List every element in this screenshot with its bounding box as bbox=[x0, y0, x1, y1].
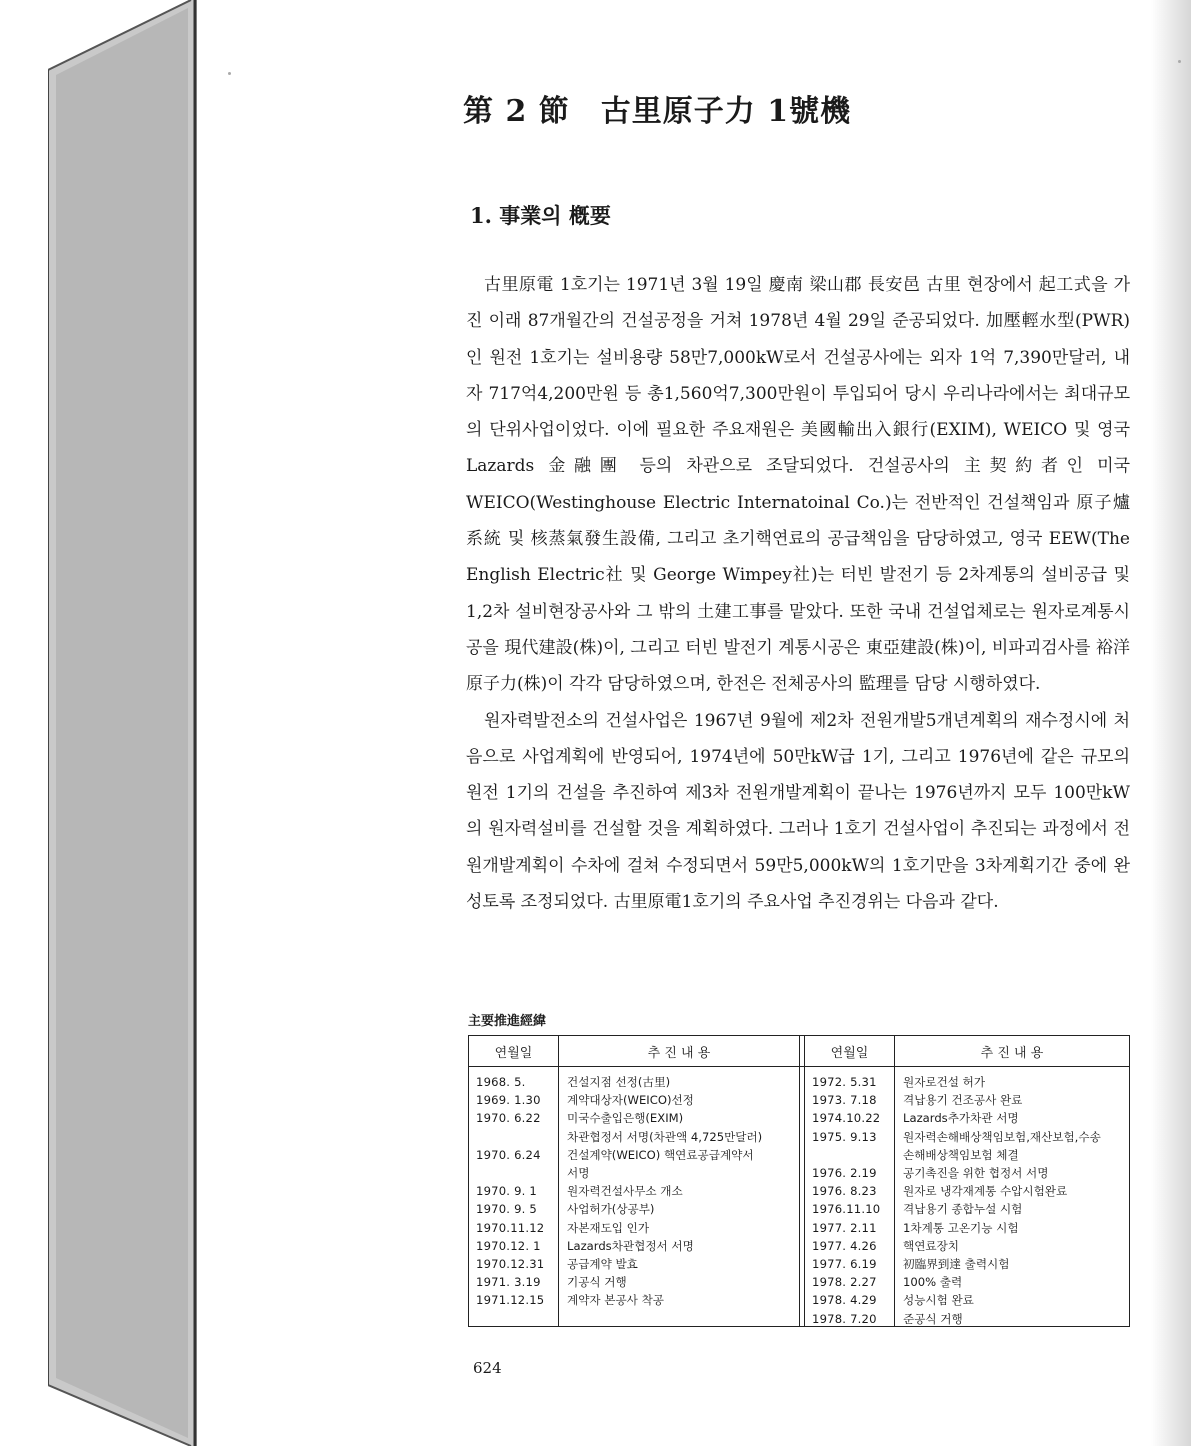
table-cell-date: 1977. 6.19 bbox=[812, 1257, 877, 1272]
table-cell-item: 100% 출력 bbox=[903, 1275, 963, 1290]
table-cell-date: 1976. 2.19 bbox=[812, 1166, 877, 1181]
table-cell-item: 원자로 냉각재계통 수압시험완료 bbox=[903, 1184, 1068, 1199]
table-cell-item: 원자력손해배상책임보험,재산보험,수송 bbox=[903, 1129, 1101, 1144]
paragraph-1: 古里原電 1호기는 1971년 3월 19일 慶南 梁山郡 長安邑 古里 현장에서 起工式을 가진 이래 87개월간의 건설공정을 거쳐 1978년 4월 29일 준공되었다. 加壓輕水型(PWR)인 원전 1호기는 설비용량 58만7,000kW로서 건설공사에는 외자 1억 7,390만달러, 내자 717억4,200만원 등 총1,560억7,300만원이 투입되어 당시 우리나라에서는 최대규모의 단위사업이었다. 이에 필요한 주요재원은 美國輸出入銀行(EXIM), WEICO 및 영국 Lazards 金融團 등의 차관으로 조달되었다. 건설공사의 主契約者인 미국 WEICO(Westinghouse Electric Internatoinal Co.)는 전반적인 건설책임과 原子爐系統 및 核蒸氣發生設備, 그리고 초기핵연료의 공급책임을 담당하였고, 영국 EEW(The English Electric社 및 George Wimpey社)는 터빈 발전기 등 2차계통의 설비공급 및 1,2차 설비현장공사와 그 밖의 土建工事를 맡았다. 또한 국내 건설업체로는 원자로계통시공을 現代建設(株)이, 그리고 터빈 발전기 계통시공은 東亞建設(株)이, 비파괴검사를 裕洋原子力(株)이 각각 담당하였으며, 한전은 전체공사의 監理를 담당 시행하였다. bbox=[466, 275, 1130, 695]
paragraph-2: 원자력발전소의 건설사업은 1967년 9월에 제2차 전원개발5개년계획의 재수정시에 처음으로 사업계획에 반영되어, 1974년에 50만kW급 1기, 그리고 1976년에 같은 규모의 원전 1기의 건설을 추진하여 제3차 전원개발계획이 끝나는 1976년까지 모두 100만kW의 원자력설비를 건설할 것을 계획하였다. 그러나 1호기 건설사업이 추진되는 과정에서 전원개발계획이 수차에 걸쳐 수정되면서 59만5,000kW의 1호기만을 3차계획기간 중에 완성토록 조정되었다. 古里原電1호기의 주요사업 추진경위는 다음과 같다. bbox=[466, 710, 1130, 913]
table-cell-date: 1970.12. 1 bbox=[476, 1238, 541, 1253]
table-cell-item: 성능시험 완료 bbox=[903, 1293, 974, 1308]
body-text bbox=[466, 267, 1130, 920]
table-cell-date bbox=[476, 1164, 558, 1182]
table-cell-item: 건설계약(WEICO) 핵연료공급계약서 bbox=[567, 1147, 754, 1162]
table-cell-item: 初臨界到達 출력시험 bbox=[903, 1257, 1010, 1272]
table-cell-date bbox=[812, 1146, 894, 1164]
table-cell-item: Lazards추가차관 서명 bbox=[903, 1111, 1019, 1126]
header-desc-left: 추 진 내 용 bbox=[647, 1045, 711, 1061]
table-cell-date: 1970. 6.24 bbox=[476, 1147, 541, 1162]
header-desc-right: 추 진 내 용 bbox=[980, 1045, 1044, 1061]
table-cell-date: 1970. 9. 1 bbox=[476, 1184, 537, 1199]
table-cell-date: 1968. 5. bbox=[476, 1075, 526, 1089]
table-body bbox=[469, 1067, 1129, 1327]
table-caption: 主要推進經緯 bbox=[468, 1014, 547, 1029]
scan-speck bbox=[1178, 60, 1181, 63]
table-cell-date bbox=[476, 1128, 558, 1146]
scan-speck bbox=[228, 72, 231, 75]
left-dates-column bbox=[469, 1067, 559, 1327]
table-cell-date: 1976.11.10 bbox=[812, 1202, 881, 1217]
table-cell-item: 사업허가(상공부) bbox=[567, 1202, 655, 1217]
right-dates-column bbox=[805, 1067, 895, 1327]
table-cell-item: 손해배상책임보험 체결 bbox=[903, 1147, 1019, 1162]
table-cell-date: 1969. 1.30 bbox=[476, 1093, 541, 1108]
table-cell-item: 원자력건설사무소 개소 bbox=[567, 1184, 683, 1199]
book-side-edge bbox=[48, 0, 198, 1446]
table-cell-item: 건설지점 선정(古里) bbox=[567, 1075, 671, 1089]
chronology-table bbox=[468, 1035, 1130, 1327]
left-items-column bbox=[559, 1067, 799, 1327]
table-cell-item: 격납용기 건조공사 완료 bbox=[903, 1093, 1023, 1108]
table-cell-date: 1972. 5.31 bbox=[812, 1075, 877, 1089]
table-cell-date: 1977. 4.26 bbox=[812, 1238, 877, 1253]
table-cell-date: 1970. 6.22 bbox=[476, 1111, 541, 1126]
book-edge-graphic bbox=[48, 0, 198, 1446]
section-title: 第 2 節 古里原子力 1號機 bbox=[463, 94, 852, 129]
table-cell-date: 1975. 9.13 bbox=[812, 1129, 877, 1144]
table-cell-item: 계약자 본공사 착공 bbox=[567, 1293, 664, 1308]
page-number: 624 bbox=[473, 1359, 502, 1377]
table-cell-item: 공급계약 발효 bbox=[567, 1257, 638, 1272]
header-date-right: 연월일 bbox=[805, 1036, 895, 1066]
table-cell-date: 1978. 4.29 bbox=[812, 1293, 877, 1308]
table-cell-item: Lazards차관협정서 서명 bbox=[567, 1238, 694, 1253]
header-date-left: 연월일 bbox=[469, 1036, 559, 1066]
table-cell-item: 원자로건설 허가 bbox=[903, 1075, 986, 1089]
table-cell-date: 1970. 9. 5 bbox=[476, 1202, 537, 1217]
table-cell-date: 1976. 8.23 bbox=[812, 1184, 877, 1199]
table-cell-item: 준공식 거행 bbox=[903, 1311, 963, 1326]
table-cell-date: 1971.12.15 bbox=[476, 1293, 545, 1308]
table-cell-date: 1977. 2.11 bbox=[812, 1220, 877, 1235]
table-cell-date: 1978. 2.27 bbox=[812, 1275, 877, 1290]
table-cell-date: 1970.11.12 bbox=[476, 1220, 545, 1235]
page-edge-shadow bbox=[1151, 0, 1191, 1446]
table-cell-item: 기공식 거행 bbox=[567, 1275, 627, 1290]
subsection-title: 1. 事業의 槪要 bbox=[470, 203, 611, 228]
right-items-column bbox=[895, 1067, 1129, 1327]
table-cell-item: 계약대상자(WEICO)선정 bbox=[567, 1093, 694, 1108]
table-cell-item: 공기촉진을 위한 협정서 서명 bbox=[903, 1166, 1049, 1181]
table-cell-item: 자본재도입 인가 bbox=[567, 1220, 650, 1235]
table-cell-item: 핵연료장치 bbox=[903, 1238, 959, 1253]
table-cell-date: 1973. 7.18 bbox=[812, 1093, 877, 1108]
table-cell-date: 1970.12.31 bbox=[476, 1257, 545, 1272]
table-cell-date: 1978. 7.20 bbox=[812, 1311, 877, 1326]
table-cell-item: 서명 bbox=[567, 1166, 590, 1181]
table-cell-item: 차관협정서 서명(차관액 4,725만달러) bbox=[567, 1129, 763, 1144]
table-header-row bbox=[469, 1036, 1129, 1067]
table-cell-item: 미국수출입은행(EXIM) bbox=[567, 1111, 684, 1126]
table-cell-date: 1971. 3.19 bbox=[476, 1275, 541, 1290]
table-cell-date: 1974.10.22 bbox=[812, 1111, 881, 1126]
table-cell-item: 1차계통 고온기능 시험 bbox=[903, 1220, 1019, 1235]
table-cell-item: 격납용기 종합누설 시험 bbox=[903, 1202, 1023, 1217]
